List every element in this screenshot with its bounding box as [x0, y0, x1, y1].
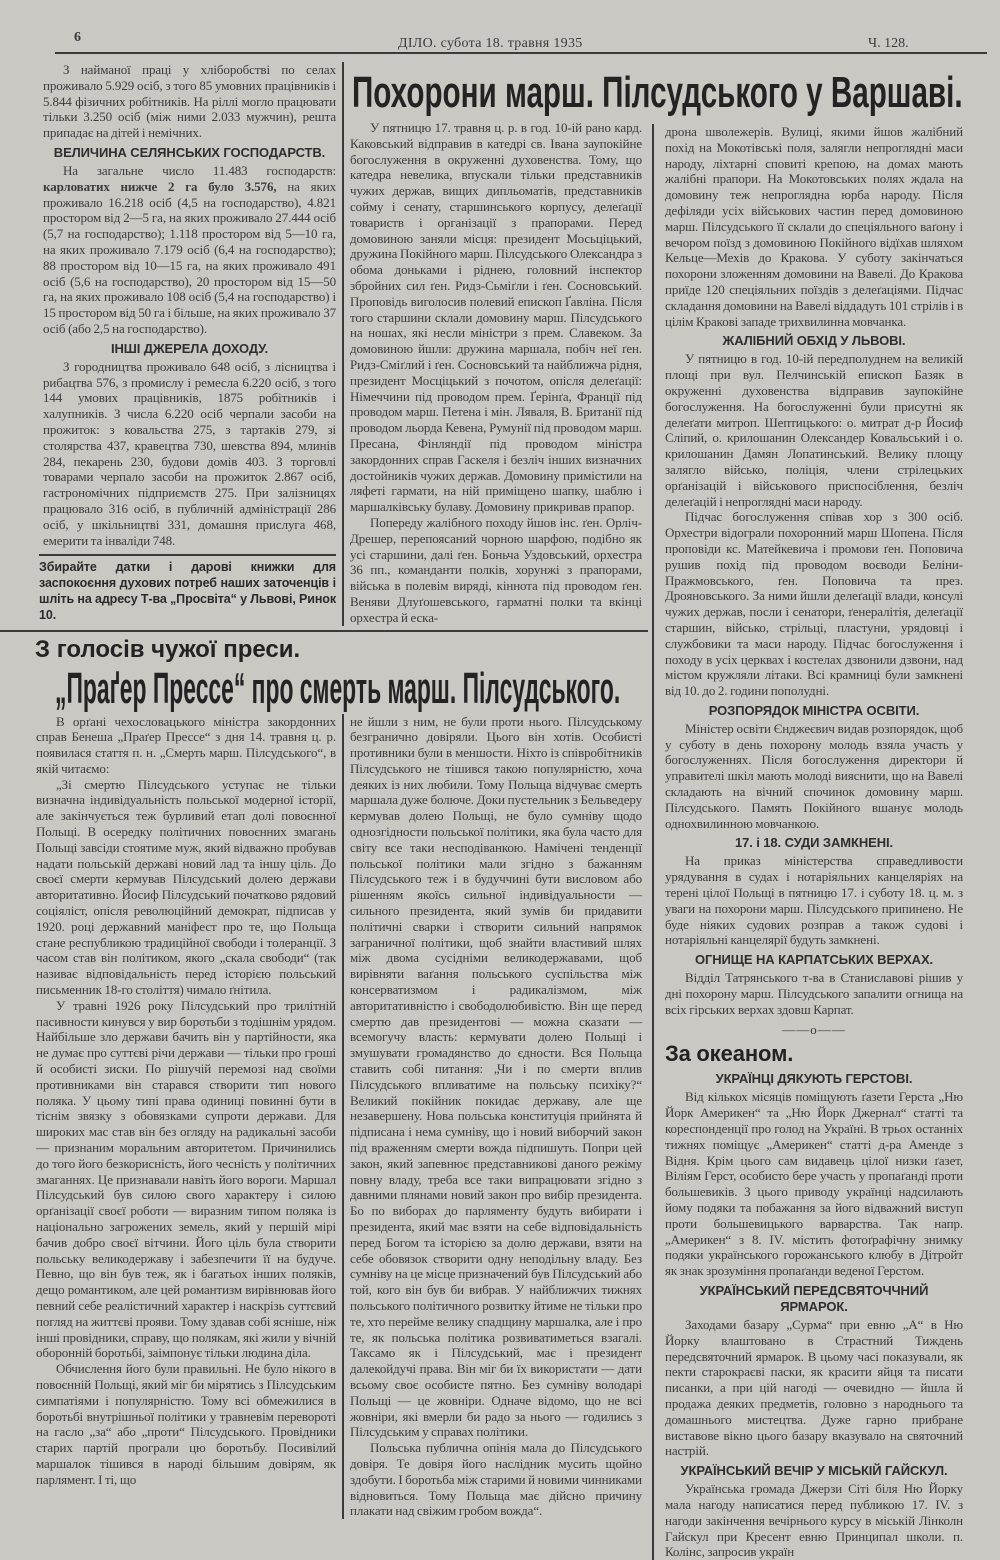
paragraph: Підчас богослуження співав хор з 300 осіб. Орхестри відограли похоронний марш Шопена. Після проповіди кс. Матейкевича і промови ґен. Поповича рушив похід під проводом воєводи Беліни-Пражмовського, ґен. Поповича та през. Дрояновського. За ними йшли делеґації влади, консулі чужих держав, посли і сенатори, ґенералітія, делеґації старшин, військо, стрільці, пластуни, урядовці і службовики та маси народу. Підчас богослуження і походу в усіх церквах і костелах дзвонили дзвони, над містом кружляли літаки. Всі крамниці були замкнені від 10. до 2. години пополудні. — [665, 509, 963, 699]
funeral-column-middle — [342, 62, 642, 626]
paragraph: „Зі смертю Пілсудського уступає не тільки визначна індивідуальність польської модерної історії, але закінчується теж бурливий етап долі повоєнної Польщі. В осередку політичних повоєнних змагань Польщі завсіди стоятиме муж, який відважно пробував надати польській державі новий лад та іншу ціль. До своєї смерти кермував Пілсудський долею держави авторитативно. Йосиф Пілсудський початково рядовий соціяліст, опісля революційний демократ, підписав у 1920. році державний маніфест про те, що Польща стане республикою традиційної свободи і толеранції. З часом став він політиком, якого „скала свободи“ (так називає відповідальність перед історією польський письменник 18-го століття) чимало ґнітила. — [36, 776, 336, 998]
paragraph: В орґані чехословацького міністра закордонних справ Бенеша „Праґер Прессе“ з дня 14. травня ц. р. появилася стаття п. н. „Смерть марш. Пілсудського“, в якій читаємо: — [36, 713, 336, 776]
paragraph: Від кількох місяців поміщують ґазети Герста „Ню Йорк Америкен“ та „Ню Йорк Джернал“ статті та кореспонденції про голод на Україні. В трьох останніх тижнях поміщує „Америкен“ статті д-ра Аменде з Відня. Крім цього сам видавець цілої низки ґазет, Віліям Герст, особисто бере участь у пропаґанді проти большевиків. З цього приводу українці надсилають йому подяки та побажання за його відважний виступ проти большевицького варварства. Так напр. „Америкен“ з 8. IV. містить фотоґрафічну знимку подяки українського горожанського клюбу в Дітройт як знак зрозуміння пропаґанди веденої Герстом. — [665, 1089, 963, 1279]
paragraph — [43, 163, 336, 337]
subheading-lviv: ЖАЛІБНИЙ ОБХІД У ЛЬВОВІ. — [722, 333, 906, 349]
paragraph: На приказ міністерства справедливости урядування в судах і нотаріяльних канцеляріях на терені цілої Польщі в пятницю 17. і суботу 18. ц. м. з уваги на похорони марш. Пілсудського припинено. Не буде ніяких судових розправ а також судові і нотаріяльні канцелярії будуть замкнені. — [665, 853, 963, 948]
paragraph: У травні 1926 року Пілсудський про трилітній пасивности кинувся у вир боротьби з тодішнім урядом. Найбільше зло держави бачить він у партійности, яка не думає про суттєві річи держави — тільки про гроші й особисті зиски. По рішучій перемозі над своїми противниками він старався створити тип нового поляка. У цьому типі права одиниці повинні бути в тіснім звязку з обовязками супроти держави. Для широких мас став він без огляду на радикальні засоби — признаним моральним авторитетом. Причинились до того його безкорисність, його чесність у політичних змаганнях. Це признавали навіть його вороги. Маршал Пілсудський був силою свого характеру і силою орґанізації своєї роботи — виразним типом поляка із національно загрожених земель, який у першій мірі бачив добро своєї вітчини. Його ціль була створити польську великодержаву і забезпечити її на будуче. Певно, що він був теж, як і багатьох інших поляків, дещо романтиком, але цей романтизм вирівнював його певний себе реалістичний характер і наскрізь суттєвий погляд на життєві прояви. Тому здавав собі ясніше, ніж інші провідники, справу, що полякам, які жили у вічній оборонній боротьбі, заімпонує тільки людина діла. — [36, 997, 336, 1361]
masthead: ДІЛО. субота 18. травня 1935 — [398, 36, 583, 51]
bold-text: карловатих нижче 2 га було 3.576, — [43, 178, 277, 194]
subheading-education: РОЗПОРЯДОК МІНІСТРА ОСВІТИ. — [708, 702, 920, 718]
right-column — [652, 124, 963, 1560]
press-column-middle — [342, 714, 642, 1520]
overseas-title: За океаном. — [665, 1041, 794, 1067]
subheading-courts: 17. і 18. СУДИ ЗАМКНЕНІ. — [734, 835, 894, 851]
subheading: ІНШІ ДЖЕРЕЛА ДОХОДУ. — [110, 340, 269, 356]
paragraph: Українська громада Джерзи Сіті біля Ню Йорку мала нагоду написатися перед публикою 17. IV. з нагоди закінчення вечірнього курсу в міській Лінколн Гайскул при Кресент евню Принципал школи. п. Колінс, запросив україн — [665, 1481, 963, 1560]
top-row — [0, 62, 648, 632]
text: на яких проживало 16.218 осіб (4,5 на господарство), 4.821 простором від 2—5 га, на яких проживало 27.444 осіб (5,7 на господарство); 1.118 простором від 5—10 га, на яких проживало 7.179 осіб (6,4 на господарство); 88 простором від 10—15 га, на яких проживало 491 осіб (5,6 на господарство), 20 простором від 15—50 га, на яких проживало 108 осіб (5,4 на господарство) і 15 простором від 50 га і більше, на яких проживало 37 осіб (або 2,5 на господарство). — [43, 178, 336, 336]
paragraph: Польська публична опінія мала до Пілсудського довіря. Те довіря його наслідник мусить щойно здобути. І боротьба між старими й новими чинниками відновиться. Тому Польща має дійсно причину плакати над свіжим гробом вожда“. — [350, 1440, 643, 1519]
press-column-left — [36, 714, 336, 1488]
paragraph: Попереду жалібного походу йшов інс. ґен. Орліч-Дрешер, перепоясаний чорною шарфою, подібно як усі старшини, далі ґен. Боньча Уздовський, орхестра 36 пп., команданти полків, хорунжі з прапорами, війська в полевім виряді, кіннота під проводом ґен. Веняви Длуґошевського, гарматні полки та вкінці орхестра й еска- — [350, 514, 642, 625]
press-headline: „Праґер Прессе“ про смерть марш. Пілсудського. — [55, 663, 621, 713]
paragraph: У пятницю 17. травня ц. р. в год. 10-ій рано кард. Каковський відправив в катедрі св. Івана заупокійне богослуження в окруженні духовенства. Тому, що катедра невелика, впускали тільки представників чужих держав, вищих дипльоматів, представників сойму і сенату, старшинського корпусу, делеґації товариств і організації з прапорами. Перед домовиною заняли місця: президент Мосьціцький, дружина Покійного марш. Пілсудського Олександра з обома доньками і ріднею, головний інспектор збройних сил ґен. Ридз-Сьміґли і ґен. Сосновський. Проповідь виголосив полевий епископ Ґавліна. Після того старшини склали домовину марш. Пілсудського на ношах, які несли міністри з прем. Славеком. За домовиною йшли: дружина маршала, побіч неї ґен. Ридз-Сміґлий і ґен. Сосновський та найближча рідня, президент Мосціцький з почотом, опісля делеґації: Німеччини під проводом прем. Ґерінґа, Франції під проводом марш. Петена і мін. Ляваля, В. Британії під проводом льорда Кевена, Румунії під проводом марш. Пресана, Фінляндії під проводом міністра закордонних справ Гаскеля і безліч інших визначних достойників чужих держав. Домовину примістили на ляфеті гармати, на ній приміщено шапку, шаблю і маршалківську булаву. Домовину прикривав прапор. — [350, 120, 642, 515]
text: На загальне число 11.483 господарств: — [63, 162, 336, 178]
header-rule — [55, 52, 987, 54]
paragraph: дрона шволежерів. Вулиці, якими йшов жалібний похід на Мокотівські поля, залягли непроглядні маси народу, ліхтарні сповиті крепою, на домах мають жалібні прапори. На Мокотовських полях ждала на домовину теж непроглядна юрба народу. Після дефіляди усіх військових частин перед домовиною марш. Пілсудського її склали до спеціяльного ваґону і вечором поїзд з домовиною Покійного відїхав шляхом Кельце—Мехів до Кракова. У суботу закінчаться похорони зложенням домовини на Вавелі. До Кракова приїде 120 спеціяльних поїздів з делеґаціями. Підчас складання домовини на Вавелі віддадуть 101 стрілів і в цілім Кракові западе трихвилинна мовчанка. — [665, 124, 963, 329]
subheading-fair: УКРАЇНСЬКИЙ ПЕРЕДСВЯТОЧЧНИЙ ЯРМАРОК. — [699, 1283, 929, 1314]
separator: ——o—— — [782, 1021, 846, 1037]
subheading-fires: ОГНИЩЕ НА КАРПАТСЬКИХ ВЕРХАХ. — [694, 952, 934, 968]
issue-number: Ч. 128. — [868, 36, 909, 51]
page-number: 6 — [74, 30, 81, 45]
subheading: ВЕЛИЧИНА СЕЛЯНСЬКИХ ГОСПОДАРСТВ. — [53, 144, 326, 160]
paragraph: З найманої праці у хліборобстві по селах проживало 5.929 осіб, з того 85 умовних працівників і 5.844 фізичних робітників. На ріллі могло працювати тільки 3.250 осіб (між ними 2.033 мужчин), решта припадає на дітей і немічних. — [43, 62, 336, 141]
paragraph: не йшли з ним, не були проти нього. Пілсудському безгранично довіряли. Цього він хотів. Особисті противники були в меншости. Ніхто із співробітників Пілсудського не тішився такою популярністю, хоча деяких із них любили. Тому Польща відчуває смерть маршала дуже болюче. Доки пустельник з Бельведеру кермував долею Польщі, не було сумніву щодо однозгідности польської політики, яка була часто для світу все таки несподіванкою. Намічені тенденції польської політики мали згідно з бажанням Пілсудського теж і в будуччині бути висловом або рішенням якоїсь сильної індивідуальности — сильного президента, який зумів би придавити політичні сварки і створити сильний напрямок заграничної політики, щоб знайти властивий шлях між двома сусідніми великодержавами, щоб вирівняти ваґання польського суспільства між консерватизмом і радикалізмом, між авторитативністю і свободолюбивістю. Він ще перед смертю дав президентові — можна сказати — всемогучу власть: кермувати долею Польщі і змушувати громадянство до єдности. Вся Польща ставить собі питання: „Чи і по смерти вплив Пілсудського впливатиме на польську психіку?“ Великий покійник покидає державу, але ще незавершену. Нова польська конституція прийнята й підписана і нема сумніву, що і новий виборчий закон під враженням смерти вожда підпишуть. Попри цей закон, який запевнює представникові даного режіму повну владу, треба все таки випрацювати згідно з давними плянами новий закон про вибір президента. Бо по виборах до парляменту будуть вибирати і президента, який має взяти на себе відповідальність перед Богом та історією за долю держави, взяти на себе обовязок створити одну неподільну владу. Без сумніву на це місце призначений був Пілсудський або той, кого він був би вибрав. У найближчих тижнях польського політичного розвитку йтиме не тільки про те, хто перейме велику спадщину маршалка, але і про те, як польська політика розвиватиметься взагалі. Таксамо як і Пілсудський, має і президент далекойдучі права. Він міг би їх використати — дати всьому своє особисте пятно. Без сумніву володарі Польщі — це жовніри. Одначе відомо, що не всі жовніри, які вмерли би радо за нього — годились з Пілсудським у справах політики. — [350, 713, 642, 1440]
paragraph: Заходами базару „Сурма“ при евню „А“ в Ню Йорку влаштовано в Страстний Тиждень передсвяточний ярмарок. В цьому часі показували, як пекти старокраєві паски, як красити яйця та писати писанки, а при цій нагоді — очевидно — йшла й продажа деяких предметів, головно з народнього та домашнього мистецтва. Дуже гарно прибране виставове вікно цього базару вказувало на святочний настрій. — [665, 1317, 963, 1459]
rural-statistics-column — [39, 62, 336, 623]
paragraph: У пятницю в год. 10-ій передполуднем на великій площі при вул. Пелчинській епископ Базяк в окруженні духовенства відправив заупокійне богослуження. На богослуженні були присутні як делеґати митроп. Шептицького: о. митрат д-р Йосиф Сліпий, о. крилошанин Олександер Ковальський і о. крилошанин Дамян Лопатинський. Велику площу залягло військо, поліція, члени стрілецьких орґанізацій і військового приспосіблення, безліч делеґацій і непроглядні маси народу. — [665, 351, 963, 509]
left-area — [0, 62, 648, 1519]
press-kicker: З голосів чужої преси. — [35, 635, 301, 663]
paragraph: З городництва проживало 648 осіб, з лісництва і рибацтва 576, з промислу і ремесла 6.220 осіб, з того 144 умових працівників, 1875 робітників і халупників. З числа 6.220 осіб черпали засоби на прожиток: з ковальства 275, з тартаків 279, зі столярства 437, кравецтва 730, шевства 894, млинів 284, пекарень 230, будови домів 403. З торговлі товарами черпало засоби на прожиток 2.867 осіб, гастрономічних підприємств 275. При залізницях працювало 316 осіб, в публичній адміністрації 286 осіб, у шкільництві 331, домашня прислуга 468, емерити та інваліди 748. — [43, 358, 336, 548]
funeral-headline: Похорони марш. Пілсудського у Варшаві. — [352, 68, 963, 117]
paragraph: Обчислення його були правильні. Не було нікого в повоєнній Польщі, який міг би мірятись з Пілсудським симпатіями і популярністю. Тому всі обмежилися в боротьбі внутрішньої політики у травневім перевороті на гасло „за“ або „проти“ Пілсудського. Провідники старих партій програли цю боротьбу. Посивілий маршалок тішився в народі більшим довірям, як парлямент. І ті, що — [36, 1361, 336, 1487]
paragraph: Відділ Татрянського т-ва в Станиславові рішив у дні похорону марш. Пілсудського запалити огнища на всіх гірських верхах здовш Карпат. — [665, 970, 963, 1017]
headline-wrap — [55, 664, 620, 714]
subheading-hearst: УКРАЇНЦІ ДЯКУЮТЬ ГЕРСТОВІ. — [715, 1071, 913, 1087]
press-row — [0, 714, 648, 1520]
prosvita-notice: Збирайте датки і дарові книжки для заспокоєння духових потреб наших заточенців і шліть на адресу Т-ва „Просвіта“ у Львові, Ринок 10. — [39, 554, 336, 623]
subheading-evening: УКРАЇНСЬКИЙ ВЕЧІР У МІСЬКІЙ ГАЙСКУЛ. — [680, 1463, 948, 1479]
paragraph: Міністер освіти Єнджеєвич видав розпорядок, щоб у суботу в день похорону молодь взяла участь у богослуженнях. Після богослуження директори й управителі шкіл мають молоді вияснити, що на Вавелі складають на вічний спочинок домовину марш. Пілсудського. Память Покійного вшанує молодь однохвилинною мовчанкою. — [665, 720, 963, 831]
